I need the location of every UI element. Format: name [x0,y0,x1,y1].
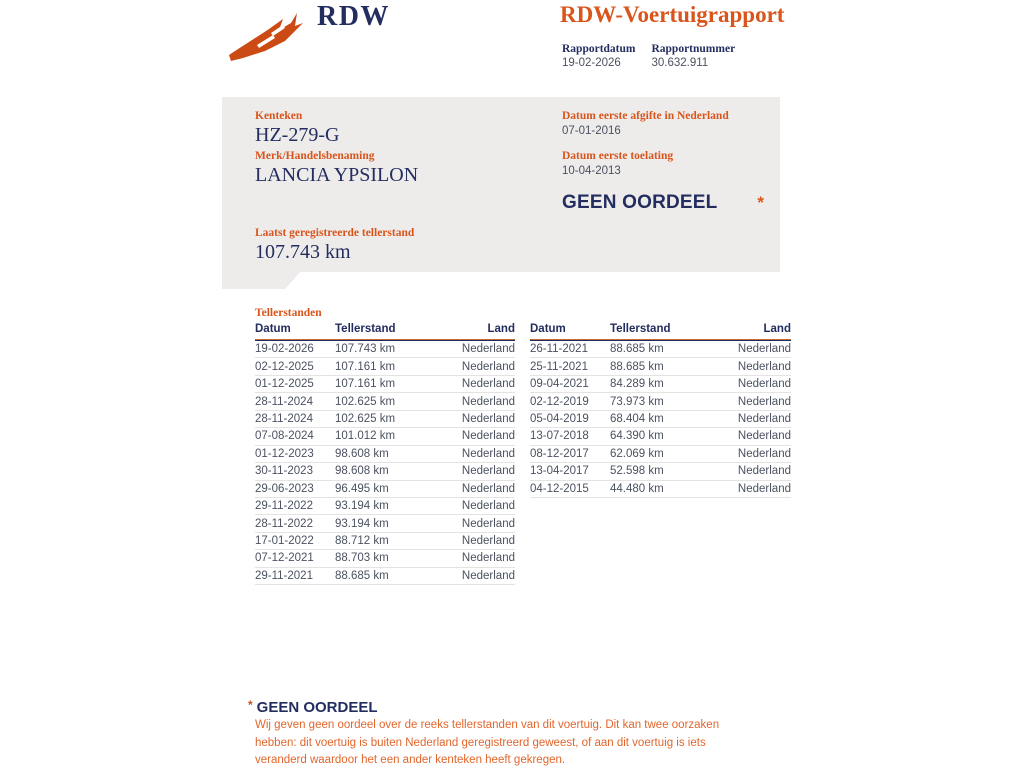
rdw-logo-text: RDW [317,1,390,32]
column-header-datum: Datum [530,323,566,335]
table-cell-country: Nederland [737,343,791,356]
table-cell-value: 88.685 km [610,360,664,373]
eerste-toelating-label: Datum eerste toelating [562,150,674,162]
report-number-label: Rapportnummer [651,43,736,55]
tellerstanden-table-left [255,323,515,585]
table-row [530,481,791,498]
eerste-afgifte-label: Datum eerste afgifte in Nederland [562,110,729,122]
table-cell-date: 01-12-2025 [255,378,314,391]
table-cell-date: 01-12-2023 [255,447,314,460]
table-cell-value: 88.703 km [335,552,389,565]
table-row [530,393,791,410]
table-row [255,411,515,428]
table-row [255,463,515,480]
table-cell-country: Nederland [461,500,515,513]
table-cell-country: Nederland [461,517,515,530]
kenteken-label: Kenteken [255,110,303,122]
table-cell-value: 107.743 km [335,343,396,356]
eerste-afgifte-value: 07-01-2016 [562,125,621,137]
table-row [255,393,515,410]
kenteken-value: HZ-279-G [255,124,340,146]
table-cell-value: 73.973 km [610,395,664,408]
table-cell-date: 04-12-2015 [530,482,589,495]
table-cell-value: 93.194 km [335,500,389,513]
table-row [255,498,515,515]
table-cell-country: Nederland [461,360,515,373]
table-row [530,376,791,393]
eerste-afgifte-field [562,110,729,137]
table-cell-country: Nederland [737,412,791,425]
column-header-datum: Datum [255,323,291,335]
table-cell-value: 62.069 km [610,447,664,460]
table-row [255,358,515,375]
table-cell-value: 68.404 km [610,412,664,425]
table-cell-date: 05-04-2019 [530,412,589,425]
column-header-tellerstand: Tellerstand [610,323,671,335]
tellerstanden-section-title: Tellerstanden [255,307,322,319]
table-cell-country: Nederland [737,465,791,478]
tellerstanden-table-right [530,323,791,585]
table-cell-country: Nederland [737,395,791,408]
table-cell-country: Nederland [461,395,515,408]
footnote-text: Wij geven geen oordeel over de reeks tellerstanden van dit voertuig. Dit kan twee oorzaken hebben: dit voertuig is buiten Nederland geregistreerd geweest, of aan dit voertuig is iets veranderd waardoor het een ander kenteken heeft gekregen. [255,719,720,766]
table-row [255,515,515,532]
table-cell-value: 98.608 km [335,447,389,460]
table-cell-value: 84.289 km [610,378,664,391]
rdw-wing-logo-icon [227,9,305,63]
table-row [255,550,515,567]
table-row [255,533,515,550]
footnote-title [248,699,378,716]
table-cell-value: 96.495 km [335,482,389,495]
table-row [255,428,515,445]
table-cell-date: 30-11-2023 [255,465,313,478]
table-cell-date: 28-11-2024 [255,412,313,425]
table-cell-value: 102.625 km [335,412,396,425]
vehicle-summary-panel [222,97,780,272]
table-cell-date: 13-04-2017 [530,465,589,478]
footnote-title-text: GEEN OORDEEL [256,699,378,716]
table-cell-value: 101.012 km [335,430,396,443]
tellerstanden-tables [255,323,791,585]
kenteken-field [255,110,339,147]
table-cell-country: Nederland [461,343,515,356]
table-row [530,341,791,358]
oordeel-asterisk: * [757,193,764,212]
table-cell-country: Nederland [461,412,515,425]
merk-field [255,150,418,187]
table-row [255,376,515,393]
table-cell-date: 02-12-2019 [530,395,589,408]
column-header-land: Land [763,323,791,335]
table-cell-value: 52.598 km [610,465,664,478]
table-cell-date: 07-12-2021 [255,552,314,565]
table-cell-date: 13-07-2018 [530,430,589,443]
merk-label: Merk/Handelsbenaming [255,150,375,162]
table-cell-value: 44.480 km [610,482,664,495]
table-row [530,428,791,445]
table-cell-country: Nederland [461,378,515,391]
table-cell-value: 93.194 km [335,517,389,530]
table-cell-date: 08-12-2017 [530,447,589,460]
footnote-asterisk: * [248,698,253,712]
table-cell-value: 107.161 km [335,378,396,391]
table-row [530,411,791,428]
page-title: RDW-Voertuigrapport [560,2,785,27]
table-cell-country: Nederland [461,465,515,478]
table-cell-value: 64.390 km [610,430,664,443]
table-cell-date: 28-11-2022 [255,517,313,530]
table-row [255,568,515,585]
panel-corner-tab [222,272,300,289]
table-cell-date: 28-11-2024 [255,395,313,408]
table-cell-country: Nederland [461,447,515,460]
table-cell-date: 29-11-2021 [255,569,313,582]
table-cell-value: 88.685 km [335,569,389,582]
table-cell-date: 19-02-2026 [255,343,314,356]
table-cell-country: Nederland [461,535,515,548]
table-cell-country: Nederland [461,552,515,565]
table-cell-value: 88.685 km [610,343,664,356]
report-date-label: Rapportdatum [562,43,636,55]
report-date [562,43,635,69]
table-row [530,463,791,480]
table-cell-country: Nederland [737,482,791,495]
eerste-toelating-field [562,150,673,177]
table-cell-country: Nederland [737,430,791,443]
table-body [530,341,791,498]
table-cell-value: 98.608 km [335,465,389,478]
laatste-tellerstand-field [255,227,414,264]
table-cell-date: 29-06-2023 [255,482,314,495]
table-cell-date: 29-11-2022 [255,500,313,513]
table-cell-country: Nederland [737,447,791,460]
laatste-tellerstand-value: 107.743 km [255,241,351,263]
column-header-land: Land [487,323,515,335]
table-row [530,446,791,463]
table-cell-date: 17-01-2022 [255,535,314,548]
table-cell-value: 102.625 km [335,395,396,408]
table-row [255,481,515,498]
table-header [255,323,515,341]
merk-value: LANCIA YPSILON [255,164,419,186]
table-cell-country: Nederland [461,569,515,582]
table-cell-date: 02-12-2025 [255,360,314,373]
table-cell-country: Nederland [461,430,515,443]
eerste-toelating-value: 10-04-2013 [562,165,621,177]
table-cell-country: Nederland [737,378,791,391]
table-cell-country: Nederland [737,360,791,373]
report-number-value: 30.632.911 [651,57,709,69]
report-number [651,43,735,69]
table-cell-value: 107.161 km [335,360,396,373]
table-body [255,341,515,585]
oordeel-badge: GEEN OORDEEL [562,192,718,213]
table-header [530,323,791,341]
laatste-tellerstand-label: Laatst geregistreerde tellerstand [255,227,415,239]
table-cell-country: Nederland [461,482,515,495]
table-cell-value: 88.712 km [335,535,389,548]
column-header-tellerstand: Tellerstand [335,323,396,335]
table-cell-date: 26-11-2021 [530,343,588,356]
table-cell-date: 07-08-2024 [255,430,314,443]
table-cell-date: 25-11-2021 [530,360,588,373]
table-row [255,341,515,358]
table-row [530,358,791,375]
table-row [255,446,515,463]
report-meta [562,43,735,69]
table-cell-date: 09-04-2021 [530,378,589,391]
report-date-value: 19-02-2026 [562,57,621,69]
